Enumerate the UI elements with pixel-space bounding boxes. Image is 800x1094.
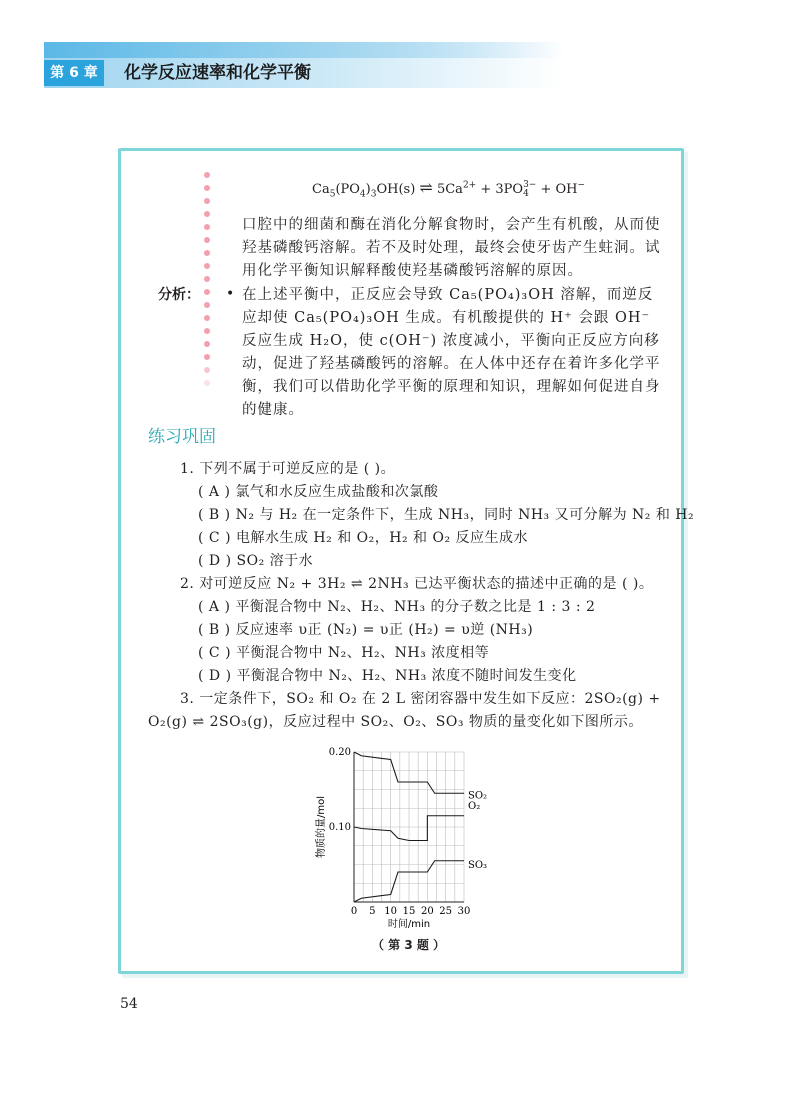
question-2-option-c: ( C ) 平衡混合物中 N₂、H₂、NH₃ 浓度相等: [198, 645, 490, 661]
figure-caption: （ 第 3 题 ）: [372, 938, 446, 952]
x-tick-label: 5: [369, 906, 376, 917]
chapter-title: 化学反应速率和化学平衡: [124, 63, 311, 83]
section-title: 练习巩固: [148, 427, 216, 447]
decorative-dots: [204, 172, 212, 393]
question-2-option-a: ( A ) 平衡混合物中 N₂、H₂、NH₃ 的分子数之比是 1 : 3 : 2: [198, 599, 596, 615]
y-tick-label: 0.10: [328, 822, 351, 833]
chart-grid: [354, 752, 464, 902]
series-label-1: SO₂: [468, 790, 488, 802]
y-tick-label: 0.20: [328, 747, 351, 758]
analysis-paragraph: 在上述平衡中，正反应会导致 Ca₅(PO₄)₃OH 溶解，而逆反应却使 Ca₅(PO₄)₃OH 生成。有机酸提供的 H⁺ 会跟 OH⁻反应生成 H₂O，使 c(OH⁻) 浓度减小，平衡向正反应方向移动，促进了羟基磷酸钙的溶解。在人体中还存在着许多化学平衡，我们可以借助化学平衡的原理和知识，理解如何促进自身的健康。: [242, 287, 661, 418]
question-3-line-2: O₂(g) ⇌ 2SO₃(g)，反应过程中 SO₂、O₂、SO₃ 物质的量变化如下图所示。: [148, 714, 643, 730]
equilibrium-equation: $Ca_5(PO_4)_3OH(s)$ ⇌ $5Ca^{2+} + 3PO$ 3− 4 + OH−: [312, 178, 586, 200]
x-tick-label: 0: [350, 906, 358, 917]
analysis-label: 分析：: [158, 287, 200, 303]
x-tick-label: 20: [420, 906, 434, 917]
series-label-2: O₂: [468, 800, 481, 812]
question-1-option-a: ( A ) 氯气和水反应生成盐酸和次氯酸: [198, 484, 439, 500]
question-2-option-d: ( D ) 平衡混合物中 N₂、H₂、NH₃ 浓度不随时间发生变化: [198, 668, 577, 684]
bullet-icon: •: [226, 286, 235, 302]
question-2: 2. 对可逆反应 N₂ + 3H₂ ⇌ 2NH₃ 已达平衡状态的描述中正确的是 ( )。: [180, 576, 654, 592]
x-tick-label: 25: [439, 906, 453, 917]
question-1-option-c: ( C ) 电解水生成 H₂ 和 O₂，H₂ 和 O₂ 反应生成水: [198, 530, 529, 546]
chapter-badge: 第 6 章: [44, 60, 104, 86]
question-1-option-d: ( D ) SO₂ 溶于水: [198, 553, 314, 569]
question-1-option-b: ( B ) N₂ 与 H₂ 在一定条件下，生成 NH₃，同时 NH₃ 又可分解为 N₂ 和 H₂: [198, 507, 695, 523]
y-axis-label: 物质的量/mol: [316, 795, 327, 859]
page-number: 54: [120, 996, 138, 1012]
x-axis-label: 时间/min: [387, 919, 431, 930]
question-1: 1. 下列不属于可逆反应的是 ( )。: [180, 461, 396, 477]
amount-time-chart: [310, 742, 510, 932]
intro-paragraph: 口腔中的细菌和酶在消化分解食物时，会产生有机酸，从而使羟基磷酸钙溶解。若不及时处理，最终会使牙齿产生蛀洞。试用化学平衡知识解释酸使羟基磷酸钙溶解的原因。: [242, 217, 661, 279]
x-tick-label: 30: [457, 906, 471, 917]
series-label-3: SO₃: [468, 859, 488, 871]
header-stripe: [44, 42, 564, 58]
x-tick-label: 10: [384, 906, 398, 917]
question-3-line-1: 3. 一定条件下，SO₂ 和 O₂ 在 2 L 密闭容器中发生如下反应：2SO₂(g) +: [180, 691, 661, 707]
question-2-option-b: ( B ) 反应速率 υ正 (N₂) = υ正 (H₂) = υ逆 (NH₃): [198, 622, 534, 638]
x-tick-label: 15: [402, 906, 416, 917]
equilibrium-arrow: ⇌: [419, 178, 433, 197]
